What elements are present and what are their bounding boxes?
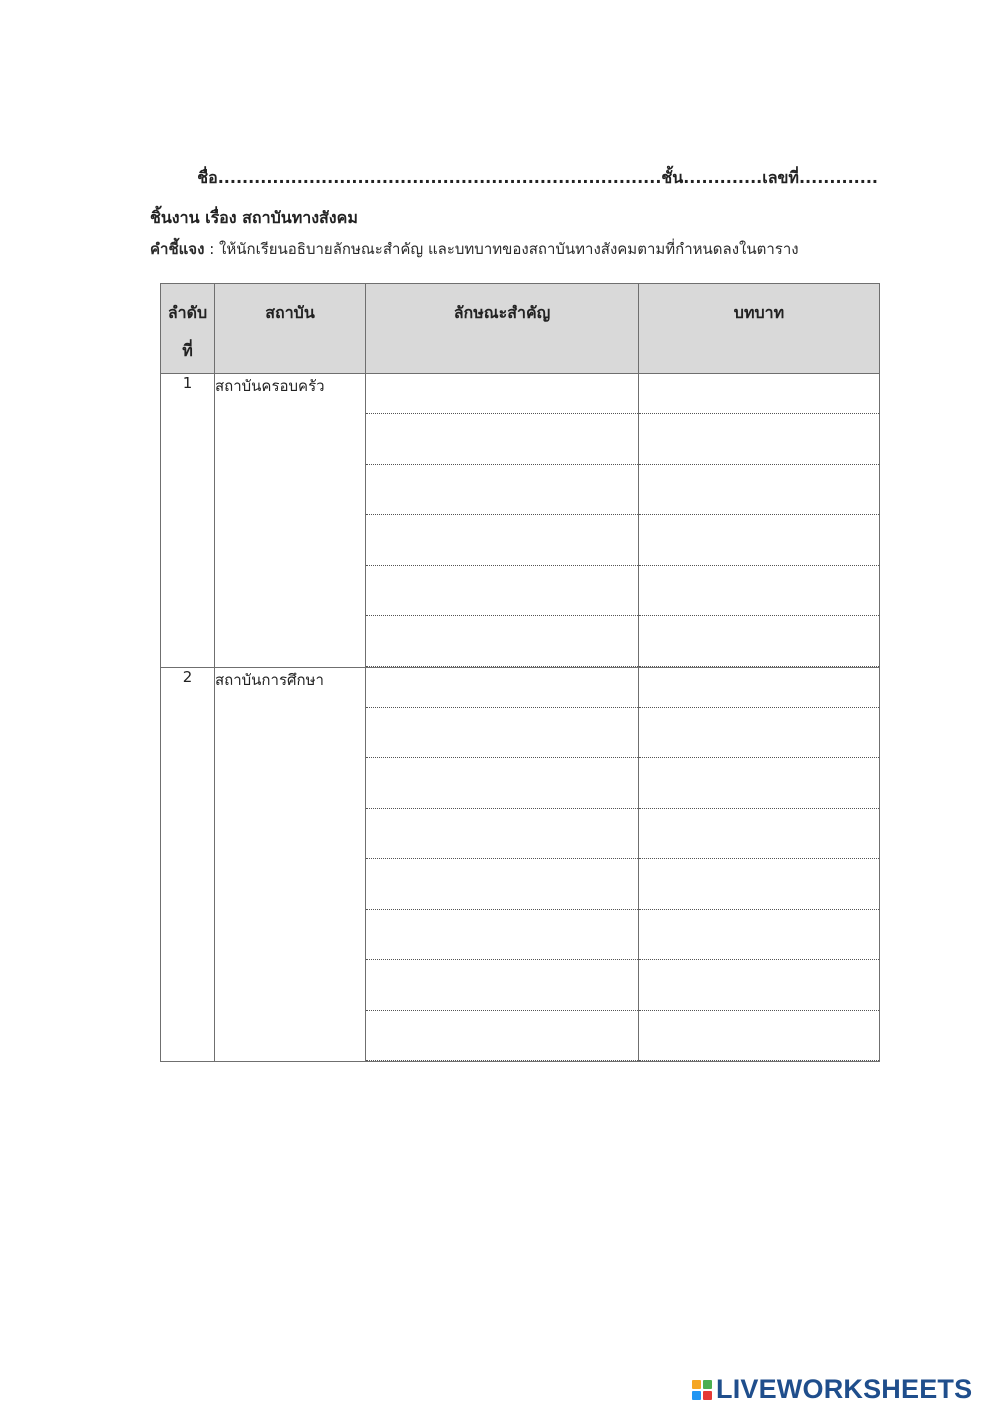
answer-dotted-line[interactable] <box>366 566 638 617</box>
worksheet-table <box>160 283 880 1062</box>
answer-dotted-line[interactable] <box>639 809 879 860</box>
answer-dotted-line[interactable] <box>366 859 638 910</box>
answer-dotted-line[interactable] <box>366 960 638 1011</box>
header-characteristics: ลักษณะสำคัญ <box>366 284 639 374</box>
instruction-line <box>150 237 799 261</box>
instruction-separator: : <box>204 240 220 258</box>
liveworksheets-logo <box>692 1374 972 1405</box>
student-info-line <box>150 166 878 191</box>
row-role-answer-cell[interactable] <box>639 667 880 1062</box>
answer-dotted-line[interactable] <box>639 1011 879 1062</box>
answer-dotted-line[interactable] <box>639 465 879 516</box>
answer-dotted-line[interactable] <box>639 668 879 708</box>
logo-square <box>692 1391 701 1400</box>
row-institution: สถาบันการศึกษา <box>215 667 366 1062</box>
answer-dotted-line[interactable] <box>366 758 638 809</box>
answer-dotted-line[interactable] <box>366 809 638 860</box>
answer-dotted-line[interactable] <box>639 758 879 809</box>
table-header-row <box>161 284 880 374</box>
instruction-label: คำชี้แจง <box>150 240 205 258</box>
answer-dotted-line[interactable] <box>366 910 638 961</box>
logo-square <box>703 1380 712 1389</box>
row-role-answer-cell[interactable] <box>639 374 880 668</box>
answer-dotted-line[interactable] <box>639 910 879 961</box>
student-info-text: ชื่อ.........................................................................ชั้น.............เลขที่............. <box>197 168 878 187</box>
logo-square <box>692 1380 701 1389</box>
header-no-line1: ลำดับ <box>167 303 208 322</box>
answer-dotted-line[interactable] <box>639 960 879 1011</box>
answer-dotted-line[interactable] <box>639 859 879 910</box>
answer-dotted-line[interactable] <box>366 668 638 708</box>
header-role: บทบาท <box>639 284 880 374</box>
answer-dotted-line[interactable] <box>639 374 879 414</box>
answer-dotted-line[interactable] <box>639 566 879 617</box>
logo-icon <box>692 1380 712 1400</box>
answer-dotted-line[interactable] <box>366 1011 638 1062</box>
answer-dotted-line[interactable] <box>366 515 638 566</box>
answer-dotted-line[interactable] <box>366 374 638 414</box>
answer-dotted-line[interactable] <box>639 515 879 566</box>
answer-dotted-line[interactable] <box>366 465 638 516</box>
row-number: 1 <box>161 374 215 668</box>
table-row <box>161 667 880 1062</box>
answer-dotted-line[interactable] <box>639 414 879 465</box>
row-characteristics-answer-cell[interactable] <box>366 374 639 668</box>
logo-square <box>703 1391 712 1400</box>
answer-dotted-line[interactable] <box>366 414 638 465</box>
instruction-text: ให้นักเรียนอธิบายลักษณะสำคัญ และบทบาทของสถาบันทางสังคมตามที่กำหนดลงในตาราง <box>219 240 799 258</box>
header-institution: สถาบัน <box>215 284 366 374</box>
row-number: 2 <box>161 667 215 1062</box>
header-no-line2: ที่ <box>182 341 193 360</box>
answer-dotted-line[interactable] <box>639 616 879 667</box>
answer-dotted-line[interactable] <box>366 708 638 759</box>
header-no <box>161 284 215 374</box>
row-institution: สถาบันครอบครัว <box>215 374 366 668</box>
logo-text: LIVEWORKSHEETS <box>716 1374 973 1404</box>
table-row <box>161 374 880 668</box>
worksheet-title: ชิ้นงาน เรื่อง สถาบันทางสังคม <box>150 208 358 227</box>
answer-dotted-line[interactable] <box>639 708 879 759</box>
answer-dotted-line[interactable] <box>366 616 638 667</box>
row-characteristics-answer-cell[interactable] <box>366 667 639 1062</box>
